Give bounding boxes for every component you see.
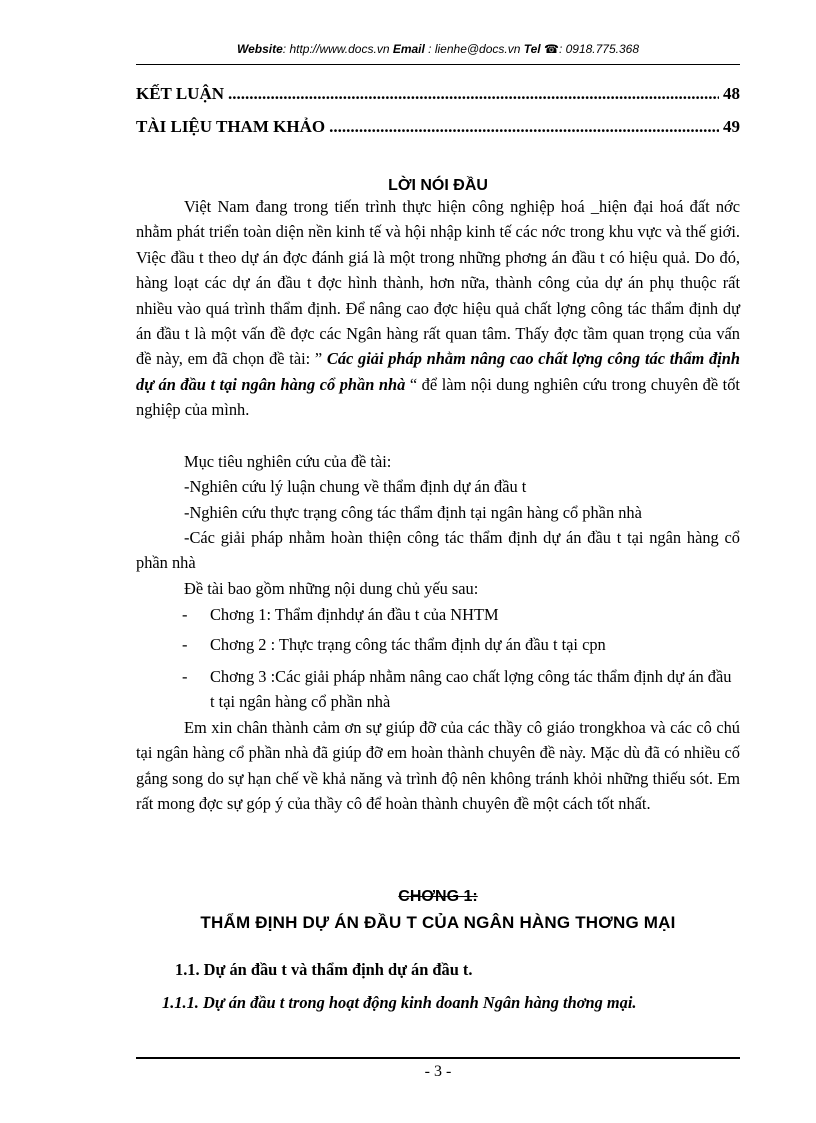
toc-entry-references[interactable] [136, 117, 740, 137]
objective-item: -Nghiên cứu thực trạng công tác thẩm định tại ngân hàng cổ phần nhà [184, 503, 642, 522]
content-heading: Đề tài bao gồm những nội dung chủ yếu sau: [184, 579, 479, 598]
header-divider [136, 64, 740, 65]
footer-divider [136, 1057, 740, 1059]
objective-item: -Các giải pháp nhằm hoàn thiện công tác thẩm định dự án đầu t tại ngân hàng cổ phần nhà [136, 528, 740, 573]
preface-text-end: “ để làm nội dung nghiên cứu trong chuyên đề tốt nghiệp của mình. [136, 374, 740, 420]
subsection-heading: 1.1.1. Dự án đầu t trong hoạt động kinh doanh Ngân hàng thơng mại. [162, 993, 637, 1012]
section-heading: 1.1. Dự án đầu t và thẩm định dự án đầu t. [175, 960, 473, 979]
toc-page: 48 [723, 84, 740, 103]
closing-paragraph: Em xin chân thành cảm ơn sự giúp đỡ của các thầy cô giáo trongkhoa và các cô chú tại ngân hàng cổ phần nhà đã giúp đỡ em hoàn thành chuyên đề này. Mặc dù đã có nhiều cố gắng song do sự hạn chế về khả năng và trình độ nên không tránh khỏi những thiếu sót. Em rất mong đợc sự góp ý của thầy cô để hoàn thành chuyên đề một cách tốt nhất. [136, 718, 740, 814]
website-label: Website [236, 42, 283, 56]
objectives-heading: Mục tiêu nghiên cứu của đề tài: [184, 452, 392, 471]
page-number: - 3 - [424, 1063, 452, 1080]
toc-entry-conclusion[interactable] [136, 84, 740, 104]
tel-label: Tel [523, 42, 541, 56]
email-text: : lienhe@docs.vn [424, 42, 524, 56]
page-header [136, 42, 740, 56]
chapter-list-item: - Chơng 3 :Các giải pháp nhằm nâng cao chất lợng công tác thẩm định dự án đầu t tại ngân hàng cổ phần nhà [182, 667, 732, 712]
chapter-title: THẨM ĐỊNH DỰ ÁN ĐẦU T CỦA NGÂN HÀNG THƠNG MẠI [200, 913, 676, 932]
chapter-list-item: - Chơng 1: Thẩm địnhdự án đầu t của NHTM [182, 605, 499, 624]
preface-title: LỜI NÓI ĐẦU [388, 177, 488, 194]
topic-title: Các giải pháp nhằm nâng cao chất lợng công tác thẩm định dự án đầu t tại ngân hàng cổ phần nhà [136, 349, 740, 394]
tel-text: ☎: 0918.775.368 [540, 42, 640, 56]
chapter-list-item: - Chơng 2 : Thực trạng công tác thẩm định dự án đầu t tại cpn [182, 635, 606, 654]
toc-label: KẾT LUẬN [136, 84, 225, 103]
website-text: : http://www.docs.vn [282, 42, 393, 56]
preface-paragraph [136, 194, 740, 423]
objective-item: -Nghiên cứu lý luận chung về thẩm định dự án đầu t [184, 477, 527, 496]
email-label: Email [392, 42, 425, 56]
preface-text-start: Việt Nam đang trong tiến trình thực hiện công nghiệp hoá _hiện đại hoá đất nớc nhằm phát triển toàn diện nền kinh tế và hội nhập kinh tế các nớc trong khu vực và thế giới. Việc đầu t theo dự án đợc đánh giá là một trong những phơng án đầu t có hiệu quả. Do đó, hàng loạt các dự án đầu t đợc hình thành, hơn nữa, thành công của dự án phụ thuộc rất nhiều vào quá trình thẩm định. Để nâng cao đợc hiệu quả chất lợng công tác thẩm định dự án đầu t là một vấn đề đợc các Ngân hàng rất quan tâm. Thấy đợc tầm quan trọng của vấn đề này, em đã chọn đề tài: ” [136, 197, 740, 369]
toc-page: 49 [723, 117, 740, 136]
toc-leader [329, 117, 719, 137]
chapter-number: CHƠNG 1: [398, 888, 478, 905]
toc-label: TÀI LIỆU THAM KHẢO [136, 117, 326, 136]
toc-leader [228, 84, 719, 104]
